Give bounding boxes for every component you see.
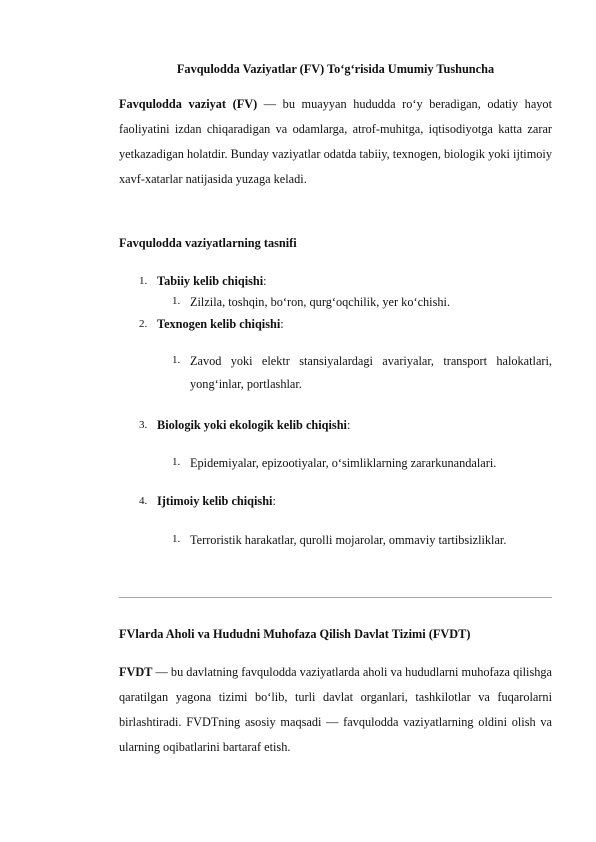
subitem-text: Zavod yoki elektr stansiyalardagi avariyalar, transport halokatlari, yong‘inlar, portlashlar.: [190, 354, 552, 391]
category-number: 3.: [139, 419, 148, 431]
fvdt-text: — bu davlatning favqulodda vaziyatlarda aholi va hududlarni muhofaza qilishga qaratilgan yagona tizimi bo‘lib, turli davlat organlari, tashkilotlar va fuqarolarni birlashtiradi. FVDTning asosiy maqsadi — favqulodda vaziyatlarning oldini olish va ularning oqibatlarini bartaraf etish.: [119, 665, 553, 754]
category-colon: :: [346, 418, 351, 432]
category-number: 2.: [139, 318, 148, 330]
category-label: Tabiiy kelib chiqishi: [157, 274, 264, 288]
subitem-number: 1.: [172, 295, 181, 307]
intro-text: — bu muayyan hududda ro‘y beradigan, odatiy hayot faoliyatini izdan chiqaradigan va odamlarga, atrof-muhitga, iqtisodiyotga katta zarar yetkazadigan holatdir. Bunday vaziyatlar odatda tabiiy, texnogen, biologik yoki ijtimoiy xavf-xatarlar natijasida yuzaga keladi.: [119, 97, 552, 186]
category-colon: :: [263, 274, 267, 288]
fvdt-term: FVDT: [119, 665, 153, 679]
intro-term: Favqulodda vaziyat (FV): [119, 97, 258, 111]
subitem-number: 1.: [172, 354, 181, 366]
intro-paragraph: [119, 92, 552, 192]
section-heading: FVlarda Aholi va Hududni Muhofaza Qilish Davlat Tizimi (FVDT): [119, 627, 471, 641]
subitem-text: Terroristik harakatlar, qurolli mojarolar, ommaviy tartibsizliklar.: [190, 533, 507, 547]
category-number: 1.: [139, 275, 148, 287]
horizontal-divider: [119, 597, 552, 598]
subitem-text: Epidemiyalar, epizootiyalar, o‘simliklarning zararkunandalari.: [190, 456, 497, 470]
category-number: 4.: [139, 495, 148, 507]
category-label: Ijtimoiy kelib chiqishi: [157, 494, 273, 508]
subitem-text: Zilzila, toshqin, bo‘ron, qurg‘oqchilik, yer ko‘chishi.: [190, 295, 451, 309]
subitem-number: 1.: [172, 456, 181, 468]
page-title: Favqulodda Vaziyatlar (FV) To‘g‘risida Umumiy Tushuncha: [176, 62, 495, 76]
classification-heading: Favqulodda vaziyatlarning tasnifi: [119, 236, 297, 250]
category-colon: :: [272, 494, 276, 508]
category-label: Biologik yoki ekologik kelib chiqishi: [157, 418, 347, 432]
category-label: Texnogen kelib chiqishi: [157, 317, 281, 331]
subitem-number: 1.: [172, 533, 181, 545]
fvdt-paragraph: [119, 660, 552, 760]
category-colon: :: [280, 317, 284, 331]
